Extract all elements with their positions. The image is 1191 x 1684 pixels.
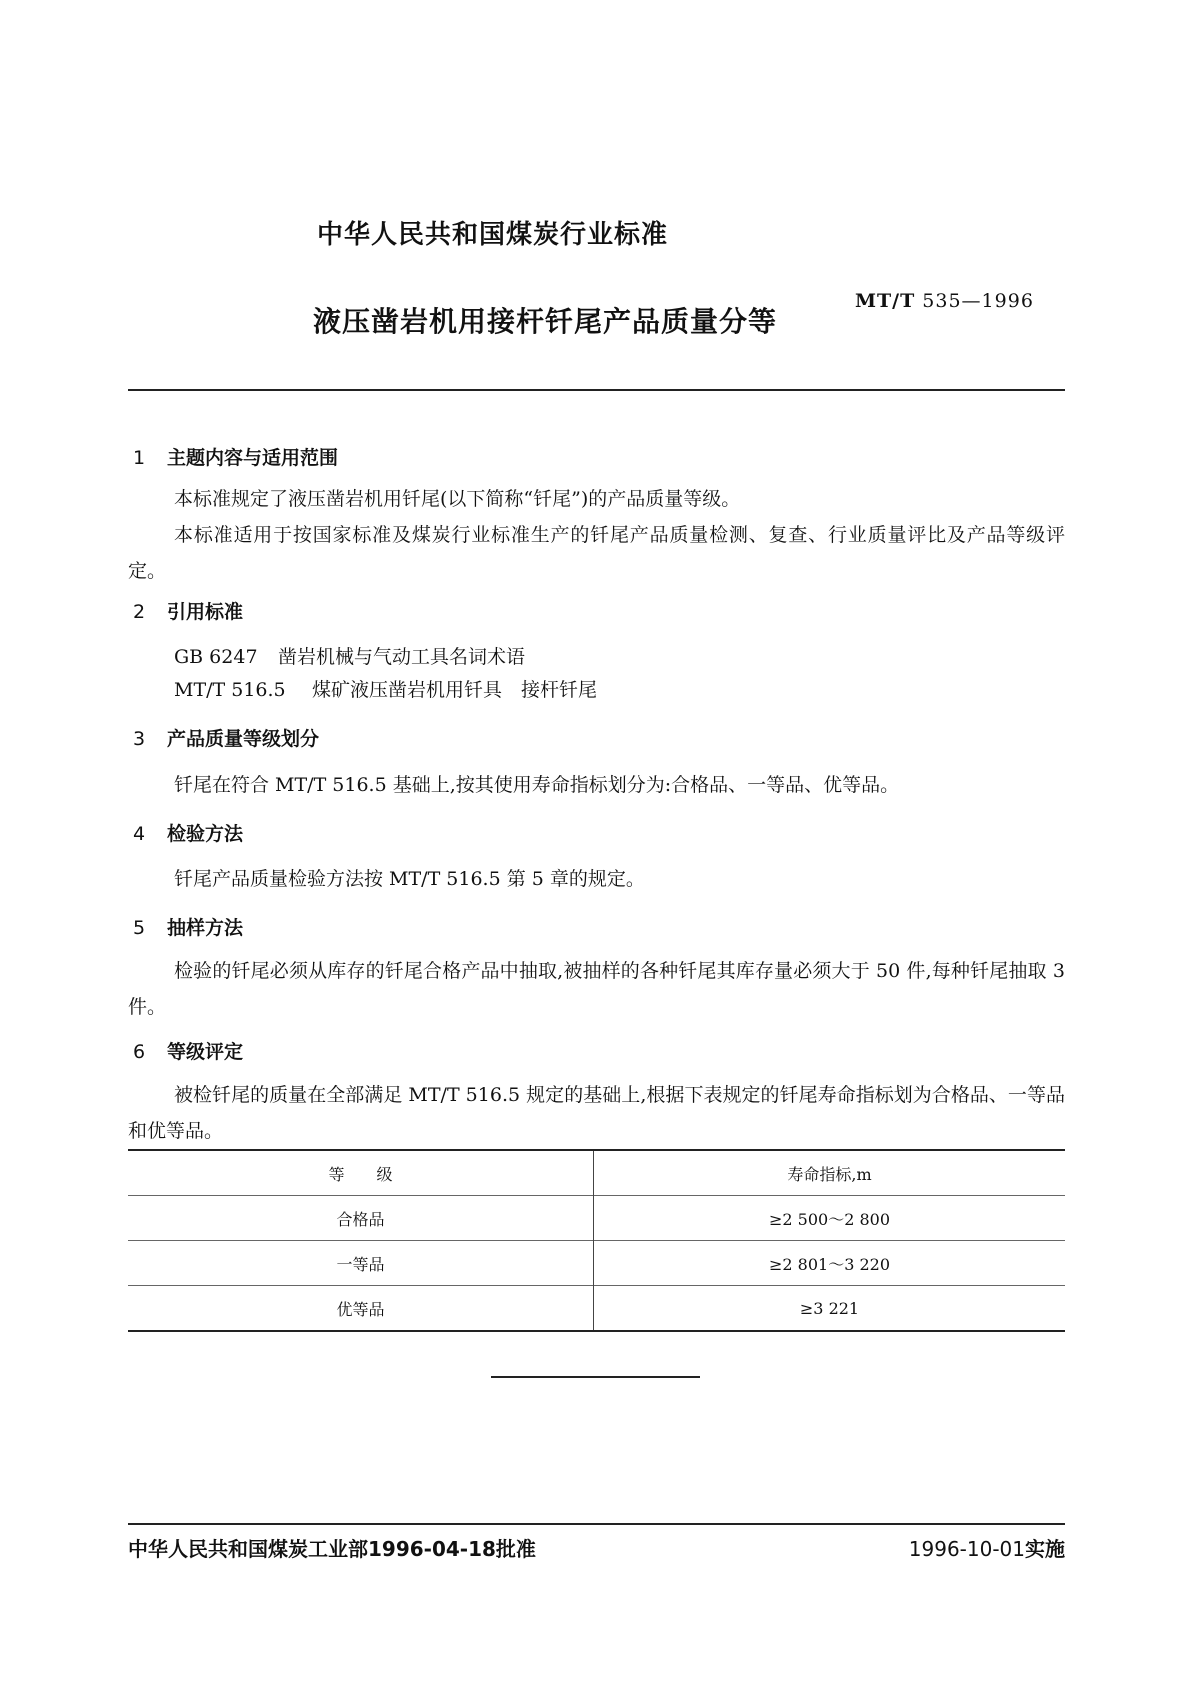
section-1-para-1: 本标准规定了液压凿岩机用钎尾(以下简称“钎尾”)的产品质量等级。 [174, 488, 741, 510]
issuer-header: 中华人民共和国煤炭行业标准 [316, 220, 668, 250]
section-5-para-1: 检验的钎尾必须从库存的钎尾合格产品中抽取,被抽样的各种钎尾其库存量必须大于 50 件,每种钎尾抽取 3 件。 [128, 960, 1065, 1018]
life-cell: ≥3 221 [594, 1286, 1066, 1332]
reference-name: 凿岩机械与气动工具名词术语 [278, 646, 526, 668]
section-6-heading [133, 1037, 243, 1064]
table-row [128, 1286, 1065, 1332]
effective-date: 1996-10-01 [908, 1537, 1025, 1561]
grade-cell: 合格品 [128, 1196, 594, 1241]
effective-line [909, 1533, 1065, 1562]
section-3-heading [133, 724, 319, 751]
section-number: 1 [133, 447, 146, 469]
section-1-heading [133, 443, 338, 470]
header-rule [128, 389, 1065, 391]
section-5-heading [133, 913, 243, 940]
reference-item [174, 675, 597, 702]
section-1-para-2: 本标准适用于按国家标准及煤炭行业标准生产的钎尾产品质量检测、复查、行业质量评比及产品等级评定。 [128, 524, 1065, 582]
table-header-grade: 等 级 [128, 1150, 594, 1196]
section-title: 产品质量等级划分 [167, 728, 320, 750]
table-header-row [128, 1150, 1065, 1196]
section-4-para-1: 钎尾产品质量检验方法按 MT/T 516.5 第 5 章的规定。 [174, 868, 645, 890]
document-title: 液压凿岩机用接杆钎尾产品质量分等 [312, 305, 777, 338]
section-number: 2 [133, 601, 146, 623]
section-number: 6 [133, 1041, 146, 1063]
section-title: 引用标准 [167, 601, 244, 623]
grade-table [128, 1149, 1065, 1332]
approval-line: 中华人民共和国煤炭工业部1996-04-18批准 [128, 1537, 536, 1561]
reference-code: MT/T 516.5 [174, 679, 286, 701]
section-number: 5 [133, 917, 146, 939]
life-cell: ≥2 801～3 220 [594, 1241, 1066, 1286]
end-rule [491, 1376, 700, 1378]
reference-code: GB 6247 [174, 646, 258, 668]
section-number: 3 [133, 728, 146, 750]
reference-item [174, 642, 525, 669]
standard-prefix: MT/T [855, 290, 916, 312]
section-title: 等级评定 [167, 1041, 244, 1063]
section-number: 4 [133, 823, 146, 845]
table-header-life: 寿命指标,m [594, 1150, 1066, 1196]
grade-cell: 优等品 [128, 1286, 594, 1332]
standard-code [855, 290, 1034, 312]
section-title: 主题内容与适用范围 [167, 447, 339, 469]
effective-label: 实施 [1025, 1537, 1065, 1561]
reference-name: 煤矿液压凿岩机用钎具 接杆钎尾 [312, 679, 598, 701]
section-title: 检验方法 [167, 823, 244, 845]
footer-rule [128, 1523, 1065, 1525]
grade-cell: 一等品 [128, 1241, 594, 1286]
table-row [128, 1196, 1065, 1241]
section-4-heading [133, 819, 243, 846]
life-cell: ≥2 500～2 800 [594, 1196, 1066, 1241]
section-6-para-1: 被检钎尾的质量在全部满足 MT/T 516.5 规定的基础上,根据下表规定的钎尾寿命指标划为合格品、一等品和优等品。 [128, 1084, 1065, 1142]
standard-number: 535—1996 [922, 290, 1034, 312]
section-2-heading [133, 597, 243, 624]
section-title: 抽样方法 [167, 917, 244, 939]
table-row [128, 1241, 1065, 1286]
section-3-para-1: 钎尾在符合 MT/T 516.5 基础上,按其使用寿命指标划分为:合格品、一等品、优等品。 [174, 774, 900, 796]
